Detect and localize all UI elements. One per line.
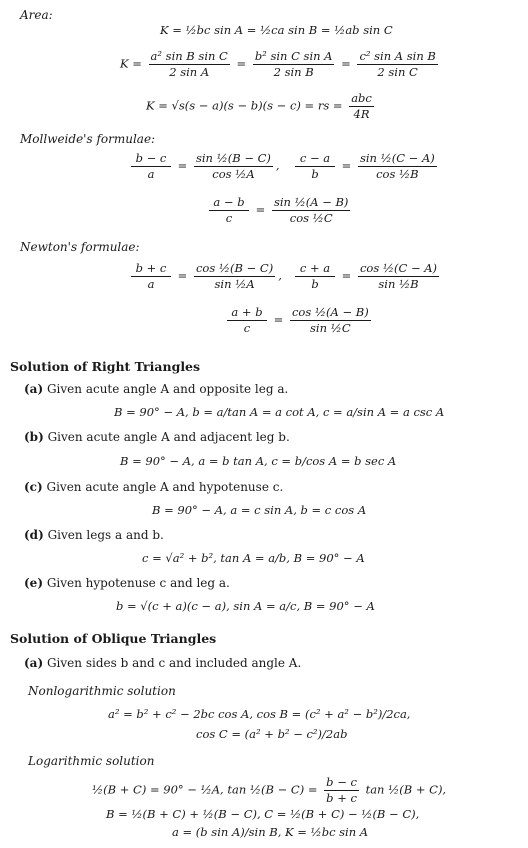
- mollweide-formula-2: $\frac{c - a}{b}$ = $\frac{\text{sin ½(C − A)}}{\text{cos ½B}}$: [292, 152, 440, 181]
- right-case-e-equation: b = √(c + a)(c − a), sin A = a/c, B = 90° − A: [116, 599, 375, 613]
- mollweide-formula-1: $\frac{b - c}{a}$ = $\frac{\text{sin ½(B − C)}}{\text{cos ½A}}$ ,: [128, 152, 280, 181]
- area-equation-2: K = $\frac{\text{a² sin B sin C}}{\text{2 sin A}}$ = $\frac{\text{b² sin C sin A}}{\text{2 sin B}}$ = $\frac{\text{c² sin A sin B}}{\text{2 sin C}}$: [120, 49, 436, 79]
- oblique-triangles-title: Solution of Oblique Triangles: [10, 631, 217, 646]
- right-case-d-equation: c = √a² + b², tan A = a/b, B = 90° − A: [142, 551, 365, 565]
- right-case-c: (c) Given acute angle A and hypotenuse c.: [24, 480, 284, 494]
- area-eq2-fraction-1: $\frac{\text{a² sin B sin C}}{\text{2 sin A}}$: [150, 49, 228, 79]
- right-triangles-title: Solution of Right Triangles: [10, 359, 201, 374]
- area-eq2-lhs: K =: [120, 56, 142, 71]
- area-eq3-lhs: K = √s(s − a)(s − b)(s − c) = rs =: [146, 98, 343, 113]
- mollweide-formula-3: $\frac{a - b}{c}$ = $\frac{\text{sin ½(A − B)}}{\text{cos ½C}}$: [206, 196, 353, 225]
- area-eq2-fraction-3: $\frac{\text{c² sin A sin B}}{\text{2 sin C}}$: [359, 49, 436, 79]
- log-equation-2: B = ½(B + C) + ½(B − C), C = ½(B + C) − ½(B − C),: [106, 807, 420, 821]
- right-case-c-equation: B = 90° − A, a = c sin A, b = c cos A: [152, 503, 367, 517]
- area-eq2-fraction-2: $\frac{\text{b² sin C sin A}}{\text{2 sin B}}$: [254, 49, 333, 79]
- oblique-case-a: (a) Given sides b and c and included angle A.: [24, 656, 302, 670]
- area-heading: Area:: [20, 8, 53, 22]
- right-case-e: (e) Given hypotenuse c and leg a.: [24, 576, 230, 590]
- logarithmic-heading: Logarithmic solution: [28, 754, 155, 768]
- right-case-b-equation: B = 90° − A, a = b tan A, c = b/cos A = b sec A: [120, 454, 397, 468]
- area-equation-1: K = ½bc sin A = ½ca sin B = ½ab sin C: [160, 23, 393, 37]
- nonlog-equation-2: cos C = (a² + b² − c²)/2ab: [196, 727, 348, 741]
- right-case-d: (d) Given legs a and b.: [24, 528, 164, 542]
- nonlogarithmic-heading: Nonlogarithmic solution: [28, 684, 176, 698]
- newton-formula-3: $\frac{a + b}{c}$ = $\frac{\text{cos ½(A − B)}}{\text{sin ½C}}$: [224, 306, 374, 335]
- log-equation-3: a = (b sin A)/sin B, K = ½bc sin A: [172, 825, 369, 839]
- right-case-a-equation: B = 90° − A, b = a/tan A = a cot A, c = a/sin A = a csc A: [114, 405, 445, 419]
- newton-heading: Newton's formulae:: [20, 240, 140, 254]
- newton-formula-1: $\frac{b + c}{a}$ = $\frac{\text{cos ½(B − C)}}{\text{sin ½A}}$ ,: [128, 262, 282, 291]
- area-eq3-fraction: $\frac{\text{abc}}{4R}$: [351, 91, 372, 121]
- right-case-b: (b) Given acute angle A and adjacent leg b.: [24, 430, 290, 444]
- mollweide-heading: Mollweide's formulae:: [20, 132, 156, 146]
- nonlog-equation-1: a² = b² + c² − 2bc cos A, cos B = (c² + a² − b²)/2ca,: [108, 707, 411, 721]
- log-equation-1: ½(B + C) = 90° − ½A, tan ½(B − C) = $\frac{b - c}{b + c}$ tan ½(B + C),: [92, 775, 447, 805]
- newton-formula-2: $\frac{c + a}{b}$ = $\frac{\text{cos ½(C − A)}}{\text{sin ½B}}$: [292, 262, 442, 291]
- area-equation-3: [146, 92, 377, 121]
- right-case-a: (a) Given acute angle A and opposite leg a.: [24, 382, 289, 396]
